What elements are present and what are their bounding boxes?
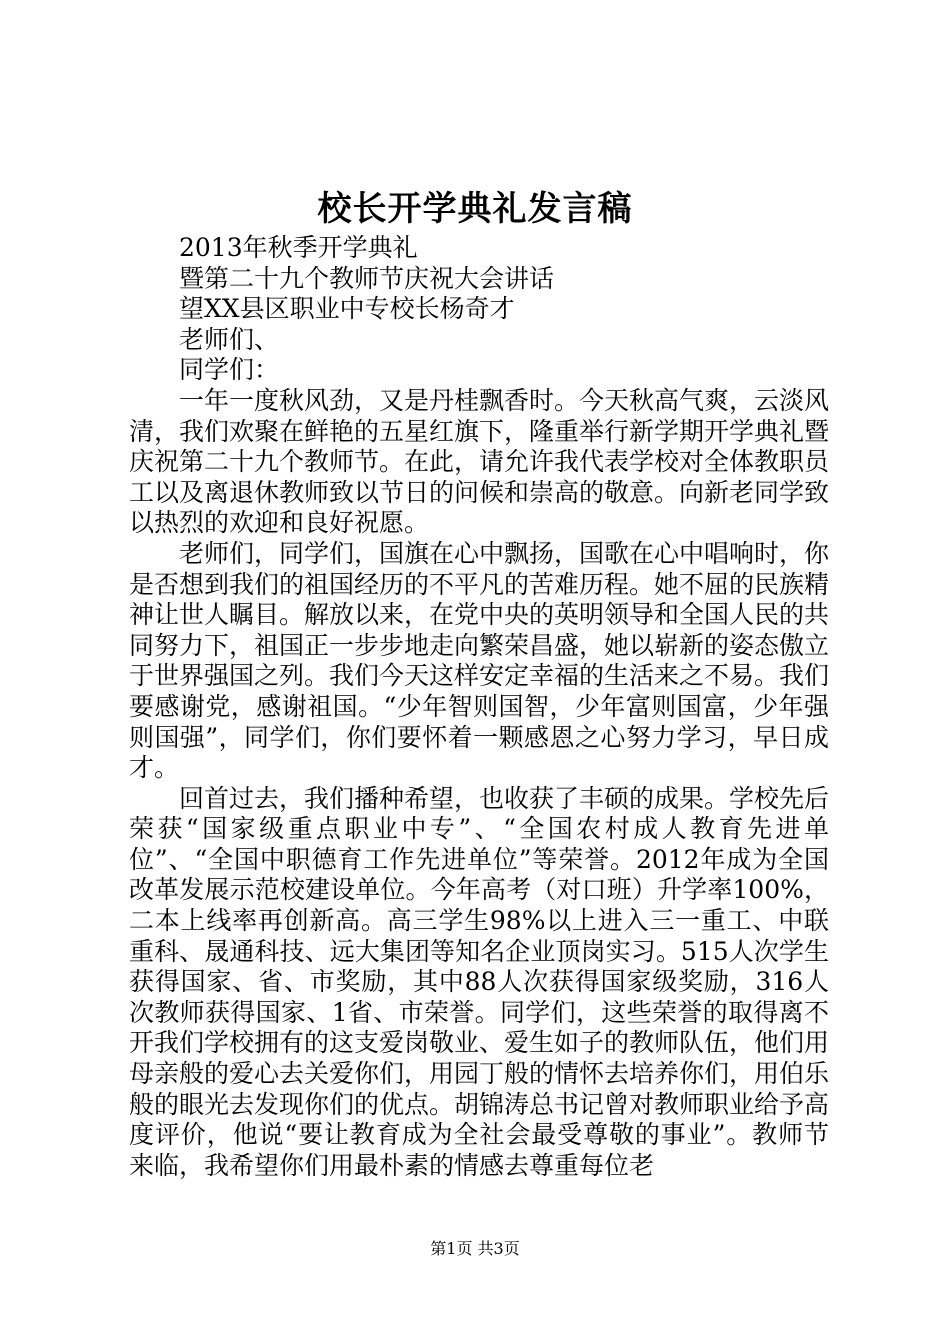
document-body [129,233,829,1181]
salutation-teachers: 老师们、 [179,324,280,354]
header-line-speaker: 望XX县区职业中专校长杨奇才 [179,294,515,324]
document-title: 校长开学典礼发言稿 [317,189,633,229]
paragraph-achievements: 回首过去，我们播种希望，也收获了丰硕的成果。学校先后荣获“国家级重点职业中专”、“全国农村成人教育先进单位”、“全国中职德育工作先进单位”等荣誉。2012年成为全国改革发展示范校建设单位。今年高考（对口班）升学率100%，二本上线率再创新高。高三学生98%以上进入三一重工、中联重科、晟通科技、远大集团等知名企业顶岗实习。515人次学生获得国家、省、市奖励，其中88人次获得国家级奖励，316人次教师获得国家、1省、市荣誉。同学们，这些荣誉的取得离不开我们学校拥有的这支爱岗敬业、爱生如子的教师队伍，他们用母亲般的爱心去关爱你们，用园丁般的情怀去培养你们，用伯乐般的眼光去发现你们的优点。胡锦涛总书记曾对教师职业给予高度评价，他说“要让教育成为全社会最受尊敬的事业”。教师节来临，我希望你们用最朴素的情感去尊重每位老 [129,783,830,1180]
paragraph-motherland: 老师们，同学们，国旗在心中飘扬，国歌在心中唱响时，你是否想到我们的祖国经历的不平凡的苦难历程。她不屈的民族精神让世人瞩目。解放以来，在党中央的英明领导和全国人民的共同努力下，祖国正一步步地走向繁荣昌盛，她以崭新的姿态傲立于世界强国之列。我们今天这样安定幸福的生活来之不易。我们要感谢党，感谢祖国。“少年智则国智，少年富则国富，少年强则国强”，同学们，你们要怀着一颗感恩之心努力学习，早日成才。 [129,538,830,783]
header-line-event: 2013年秋季开学典礼 [179,233,418,262]
page-footer: 第1页 共3页 [430,1239,520,1258]
header-line-occasion: 暨第二十九个教师节庆祝大会讲话 [179,263,555,293]
paragraph-opening: 一年一度秋风劲，又是丹桂飘香时。今天秋高气爽，云淡风清，我们欢聚在鲜艳的五星红旗下，隆重举行新学期开学典礼暨庆祝第二十九个教师节。在此，请允许我代表学校对全体教职员工以及离退休教师致以节日的问候和崇高的敬意。向新老同学致以热烈的欢迎和良好祝愿。 [129,385,830,538]
salutation-students: 同学们： [179,355,280,385]
